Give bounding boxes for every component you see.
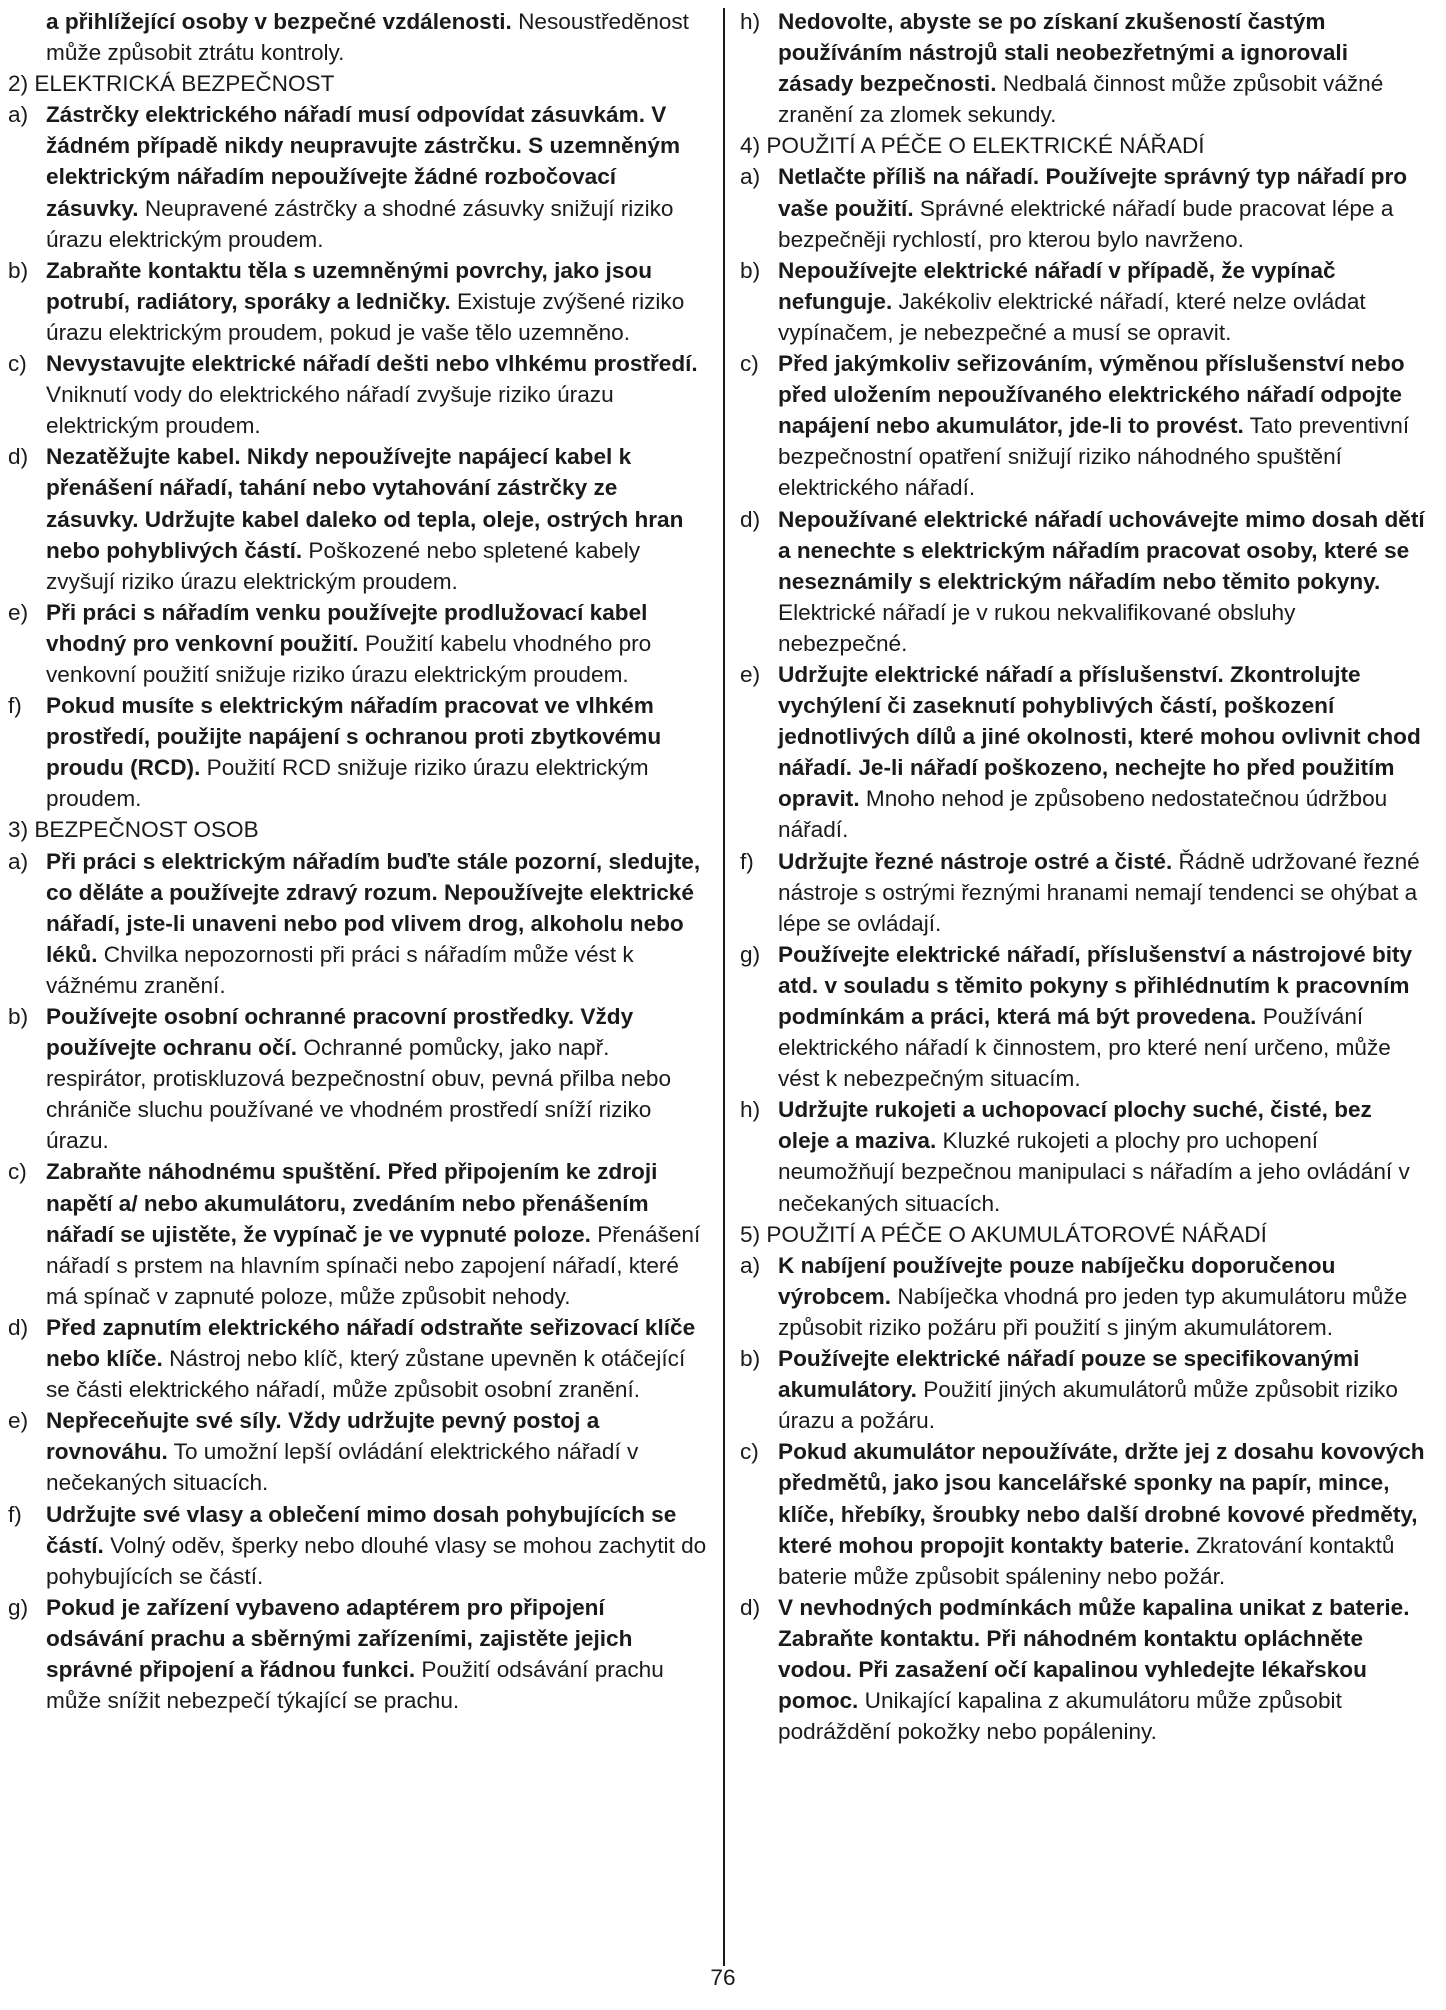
item-letter: a) xyxy=(740,164,761,190)
item-bold: Při práci s elektrickým nářadím buďte stále pozorní, sledujte, co děláte a používejte zdravý rozum. Nepoužívejte elektrické nářadí, jste-li unaveni nebo pod vlivem drog, alkoholu nebo léků. xyxy=(46,848,701,967)
item-normal: Nesoustředěnost může způsobit ztrátu kontroly. xyxy=(46,9,689,66)
section-heading-electrical-safety: 2) ELEKTRICKÁ BEZPEČNOST xyxy=(8,71,335,97)
item-normal: Unikající kapalina z akumulátoru může způsobit podráždění pokožky nebo popáleniny. xyxy=(778,1688,1342,1745)
item-bold: Zástrčky elektrického nářadí musí odpovídat zásuvkám. V žádném případě nikdy neupravujte zástrčku. S uzemněným elektrickým nářadím nepoužívejte žádné rozbočovací zásuvky. xyxy=(46,102,681,221)
item-normal: Existuje zvýšené riziko úrazu elektrickým proudem, pokud je vaše tělo uzemněno. xyxy=(46,288,685,345)
item-letter: f) xyxy=(8,693,22,719)
intro-paragraph xyxy=(8,6,708,68)
list-item xyxy=(740,846,1428,939)
item-letter: f) xyxy=(740,848,754,874)
item-letter: d) xyxy=(8,1314,29,1340)
section-heading-power-tool-use: 4) POUŽITÍ A PÉČE O ELEKTRICKÉ NÁŘADÍ xyxy=(740,133,1205,159)
left-column xyxy=(8,6,708,1716)
item-bold: Nepřeceňujte své síly. Vždy udržujte pevný postoj a rovnováhu. xyxy=(46,1408,600,1465)
item-normal: Kluzké rukojeti a plochy pro uchopení neumožňují bezpečnou manipulaci s nářadím a jeho ovládání v nečekaných situacích. xyxy=(778,1128,1410,1216)
column-divider xyxy=(723,8,725,1966)
item-bold: Netlačte příliš na nářadí. Používejte správný typ nářadí pro vaše použití. xyxy=(778,164,1408,221)
item-bold: Před zapnutím elektrického nářadí odstraňte seřizovací klíče nebo klíče. xyxy=(46,1314,696,1372)
list-item xyxy=(8,255,708,348)
item-bold: Udržujte rukojeti a uchopovací plochy suché, čisté, bez oleje a maziva. xyxy=(778,1097,1372,1154)
item-normal: Elektrické nářadí je v rukou nekvalifikované obsluhy nebezpečné. xyxy=(778,599,1296,656)
item-letter: h) xyxy=(740,9,761,34)
list-item xyxy=(740,348,1428,503)
list-item xyxy=(740,1592,1428,1747)
item-normal: Správné elektrické nářadí bude pracovat lépe a bezpečněji rychlostí, pro kterou bylo navrženo. xyxy=(778,195,1394,252)
item-bold: Zabraňte kontaktu těla s uzemněnými povrchy, jako jsou potrubí, radiátory, sporáky a ledničky. xyxy=(46,257,653,314)
page-number: 76 xyxy=(710,1965,736,1990)
item-letter: b) xyxy=(8,257,29,283)
item-letter: a) xyxy=(8,848,29,874)
item-bold: a přihlížející osoby v bezpečné vzdálenosti. xyxy=(46,9,512,34)
item-letter: b) xyxy=(740,257,761,283)
section-heading-battery-tool-use: 5) POUŽITÍ A PÉČE O AKUMULÁTOROVÉ NÁŘADÍ xyxy=(740,1221,1267,1247)
item-normal: Nástroj nebo klíč, který zůstane upevněn k otáčející se části elektrického nářadí, může způsobit osobní zranění. xyxy=(46,1346,686,1403)
list-item xyxy=(8,1156,708,1311)
item-normal: Volný oděv, šperky nebo dlouhé vlasy se mohou zachytit do pohybujících se částí. xyxy=(46,1532,707,1589)
item-letter: c) xyxy=(8,351,27,377)
item-normal: Zkratování kontaktů baterie může způsobit spáleniny nebo požár. xyxy=(778,1532,1395,1589)
right-column xyxy=(740,6,1428,1747)
item-normal: Přenášení nářadí s prstem na hlavním spínači nebo zapojení nářadí, které má spínač v zapnuté poloze, může způsobit nehody. xyxy=(46,1221,701,1309)
item-normal: Chvilka nepozornosti při práci s nářadím může vést k vážnému zranění. xyxy=(46,941,634,998)
item-bold: Nevystavujte elektrické nářadí dešti nebo vlhkému prostředí. xyxy=(46,351,698,377)
item-letter: c) xyxy=(8,1159,27,1185)
item-normal: Jakékoliv elektrické nářadí, které nelze ovládat vypínačem, je nebezpečné a musí se opravit. xyxy=(778,288,1366,345)
item-normal: Používání elektrického nářadí k činnostem, pro které není určeno, může vést k nebezpečným situacím. xyxy=(778,1004,1391,1092)
item-bold: V nevhodných podmínkách může kapalina unikat z baterie. Zabraňte kontaktu. Při náhodném kontaktu opláchněte vodou. Při zasažení očí kapalinou vyhledejte lékařskou pomoc. xyxy=(778,1594,1410,1714)
list-item xyxy=(8,1001,708,1156)
item-bold: Nepoužívejte elektrické nářadí v případě, že vypínač nefunguje. xyxy=(778,257,1336,314)
item-letter: g) xyxy=(740,941,761,967)
item-letter: e) xyxy=(8,1408,29,1434)
item-letter: c) xyxy=(740,1439,759,1465)
item-normal: Nabíječka vhodná pro jeden typ akumulátoru může způsobit riziko požáru při použití s jiným akumulátorem. xyxy=(778,1283,1408,1340)
item-letter: d) xyxy=(8,444,29,470)
item-bold: Pokud akumulátor nepoužíváte, držte jej z dosahu kovových předmětů, jako jsou kancelářské sponky na papír, mince, klíče, hřebíky, šroubky nebo další drobné kovové předměty, které mohou propojit kontakty baterie. xyxy=(778,1439,1425,1558)
list-item xyxy=(740,939,1428,1094)
item-normal: Použití RCD snižuje riziko úrazu elektrickým proudem. xyxy=(46,755,649,812)
list-item xyxy=(740,1250,1428,1343)
item-bold: Udržujte elektrické nářadí a příslušenství. Zkontrolujte vychýlení či zaseknutí pohyblivých částí, poškození jednotlivých dílů a jiné okolnosti, které mohou ovlivnit chod nářadí. Je-li nářadí poškozeno, nechejte ho před použitím opravit. xyxy=(778,661,1421,812)
list-item xyxy=(8,348,708,441)
item-bold: Udržujte své vlasy a oblečení mimo dosah pohybujících se částí. xyxy=(46,1501,677,1558)
list-item xyxy=(740,161,1428,254)
list-item xyxy=(740,6,1428,130)
item-normal: Mnoho nehod je způsobeno nedostatečnou údržbou nářadí. xyxy=(778,786,1388,843)
item-letter: f) xyxy=(8,1501,22,1527)
item-normal: Použití jiných akumulátorů může způsobit riziko úrazu a požáru. xyxy=(778,1377,1398,1434)
item-normal: Ochranné pomůcky, jako např. respirátor, protiskluzová bezpečnostní obuv, pevná přilba nebo chrániče sluchu používané ve vhodném prostředí sníží riziko úrazu. xyxy=(46,1035,672,1154)
item-bold: Používejte osobní ochranné pracovní prostředky. Vždy používejte ochranu očí. xyxy=(46,1004,634,1061)
item-bold: Před jakýmkoliv seřizováním, výměnou příslušenství nebo před uložením nepoužívaného elektrického nářadí odpojte napájení nebo akumulátor, jde-li to provést. xyxy=(778,351,1405,439)
list-item xyxy=(8,1312,708,1405)
list-item xyxy=(8,1499,708,1592)
list-item xyxy=(740,504,1428,659)
item-letter: g) xyxy=(8,1594,29,1620)
list-item xyxy=(740,1436,1428,1591)
list-item xyxy=(8,1405,708,1498)
item-normal: Poškozené nebo spletené kabely zvyšují riziko úrazu elektrickým proudem. xyxy=(46,537,641,594)
item-letter: a) xyxy=(740,1252,761,1278)
item-bold: Pokud je zařízení vybaveno adaptérem pro připojení odsávání prachu a sběrnými zařízeními, zajistěte jejich správné připojení a řádnou funkci. xyxy=(46,1594,633,1682)
item-letter: d) xyxy=(740,506,761,532)
item-letter: a) xyxy=(8,102,29,128)
item-letter: b) xyxy=(740,1346,761,1372)
item-letter: e) xyxy=(740,661,761,687)
item-bold: Používejte elektrické nářadí, příslušenství a nástrojové bity atd. v souladu s těmito pokyny s přihlédnutím k pracovním podmínkám a práci, která má být provedena. xyxy=(778,941,1413,1029)
item-bold: K nabíjení používejte pouze nabíječku doporučenou výrobcem. xyxy=(778,1252,1336,1309)
item-bold: Zabraňte náhodnému spuštění. Před připojením ke zdroji napětí a/ nebo akumulátoru, zvedáním nebo přenášením nářadí se ujistěte, že vypínač je ve vypnuté poloze. xyxy=(46,1159,658,1247)
list-item xyxy=(8,99,708,254)
item-letter: b) xyxy=(8,1004,29,1029)
item-normal: Použití kabelu vhodného pro venkovní použití snižuje riziko úrazu elektrickým proudem. xyxy=(46,630,652,687)
item-letter: e) xyxy=(8,599,29,625)
item-bold: Nepoužívané elektrické nářadí uchovávejte mimo dosah dětí a nenechte s elektrickým nářadím pracovat osoby, které se neseznámily s elektrickým nářadím nebo těmito pokyny. xyxy=(778,506,1425,594)
item-normal: Použití odsávání prachu může snížit nebezpečí týkající se prachu. xyxy=(46,1656,664,1714)
item-bold: Při práci s nářadím venku používejte prodlužovací kabel vhodný pro venkovní použití. xyxy=(46,599,648,656)
item-bold: Nedovolte, abyste se po získaní zkušeností častým používáním nástrojů stali neobezřetnými a ignorovali zásady bezpečnosti. xyxy=(778,9,1348,97)
item-letter: h) xyxy=(740,1097,761,1123)
item-normal: Tato preventivní bezpečnostní opatření snižují riziko náhodného spuštění elektrického nářadí. xyxy=(778,413,1410,501)
item-letter: d) xyxy=(740,1594,761,1620)
item-bold: Používejte elektrické nářadí pouze se specifikovanými akumulátory. xyxy=(778,1346,1360,1403)
list-item xyxy=(8,597,708,690)
item-bold: Pokud musíte s elektrickým nářadím pracovat ve vlhkém prostředí, použijte napájení s ochranou proti zbytkovému proudu (RCD). xyxy=(46,693,662,781)
list-item xyxy=(8,690,708,814)
item-letter: c) xyxy=(740,351,759,377)
list-item xyxy=(740,659,1428,846)
section-heading-personal-safety: 3) BEZPEČNOST OSOB xyxy=(8,817,259,843)
list-item xyxy=(740,1343,1428,1436)
item-bold: Nezatěžujte kabel. Nikdy nepoužívejte napájecí kabel k přenášení nářadí, tahání nebo vytahování zástrčky ze zásuvky. Udržujte kabel daleko od tepla, oleje, ostrých hran nebo pohyblivých částí. xyxy=(46,444,684,563)
list-item xyxy=(8,1592,708,1716)
item-normal: Řádně udržované řezné nástroje s ostrými řeznými hranami nemají tendenci se ohýbat a lépe se ovládají. xyxy=(778,848,1420,936)
item-normal: Neupravené zástrčky a shodné zásuvky snižují riziko úrazu elektrickým proudem. xyxy=(46,195,674,252)
list-item xyxy=(740,255,1428,348)
list-item xyxy=(740,1094,1428,1218)
item-bold: Udržujte řezné nástroje ostré a čisté. xyxy=(778,848,1173,874)
item-normal: To umožní lepší ovládání elektrického nářadí v nečekaných situacích. xyxy=(46,1439,639,1496)
list-item xyxy=(8,441,708,596)
item-normal: Vniknutí vody do elektrického nářadí zvyšuje riziko úrazu elektrickým proudem. xyxy=(46,382,614,439)
item-normal: Nedbalá činnost může způsobit vážné zranění za zlomek sekundy. xyxy=(778,71,1384,128)
list-item xyxy=(8,846,708,1001)
